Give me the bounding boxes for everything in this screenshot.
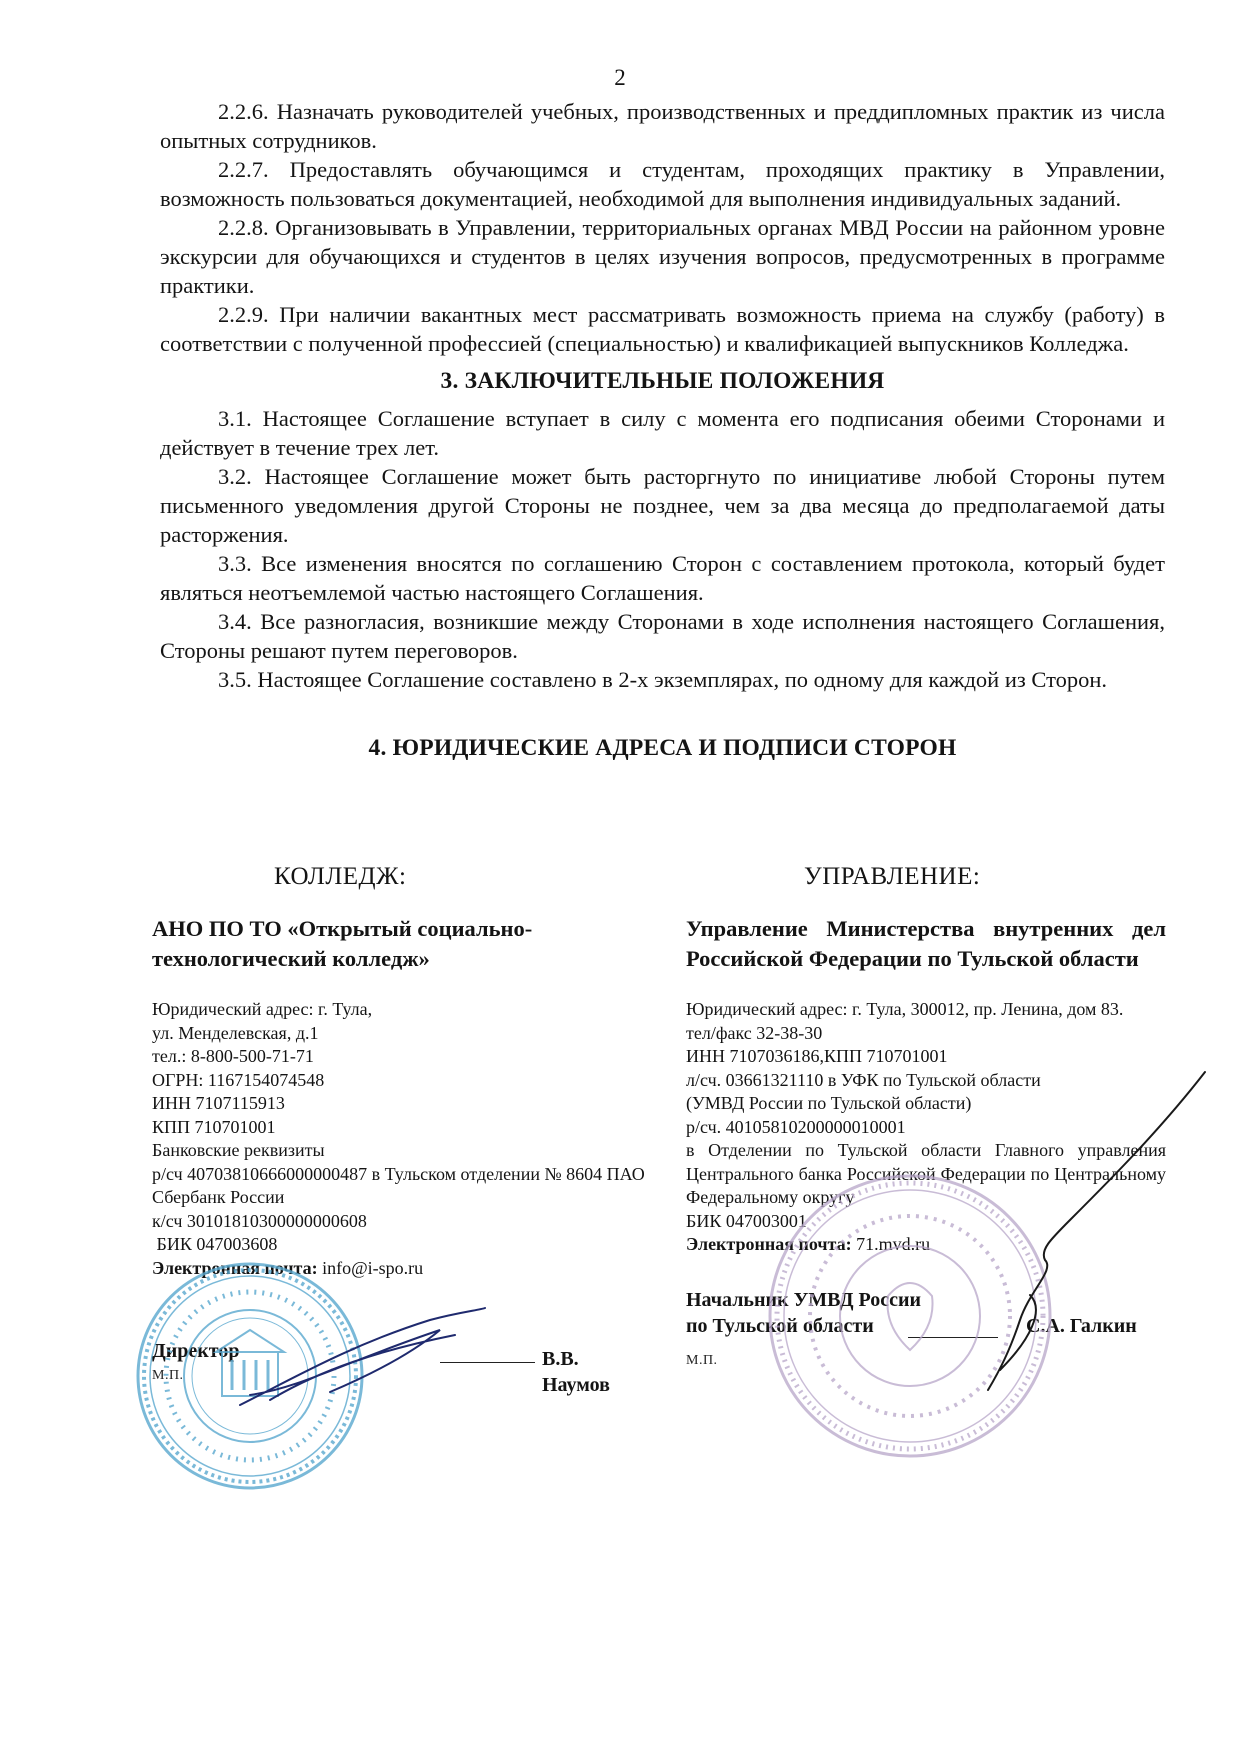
page-number: 2 — [614, 65, 626, 90]
requisite-line: БИК 047003608 — [152, 1234, 278, 1254]
college-email-line — [152, 1257, 647, 1281]
clause-3-5: 3.5. Настоящее Соглашение составлено в 2-х экземплярах, по одному для каждой из Сторон. — [218, 667, 1108, 692]
clause-2-2-7: 2.2.7. Предоставлять обучающимся и студентам, проходящих практику в Управлении, возможность пользоваться документацией, необходимой для выполнения индивидуальных заданий. — [160, 157, 1165, 211]
college-heading: КОЛЛЕДЖ: — [274, 863, 407, 890]
requisite-line: Юридический адрес: г. Тула, 300012, пр. Ленина, дом 83. — [686, 999, 1124, 1019]
requisite-line: Юридический адрес: г. Тула, — [152, 999, 373, 1019]
clause-2-2-8: 2.2.8. Организовывать в Управлении, территориальных органах МВД России на районном уровне экскурсии для обучающихся и студентов в целях изучения вопросов, предусмотренных в программе практики. — [160, 215, 1165, 298]
requisite-line: (УМВД России по Тульской области) — [686, 1093, 972, 1113]
clause-3-2: 3.2. Настоящее Соглашение может быть расторгнуто по инициативе любой Стороны путем письменного уведомления другой Стороны не позднее, чем за два месяца до предполагаемой даты расторжения. — [160, 464, 1165, 547]
requisite-line: р/сч 40703810666000000487 в Тульском отделении № 8604 ПАО Сбербанк России — [152, 1163, 645, 1207]
college-email: info@i-spo.ru — [322, 1257, 424, 1278]
requisite-line: тел.: 8-800-500-71-71 — [152, 1046, 314, 1066]
department-signer-name: С.А. Галкин — [1026, 1314, 1137, 1337]
requisite-line: КПП 710701001 — [152, 1116, 276, 1137]
email-label: Электронная почта: — [686, 1234, 852, 1254]
department-stamp-place: М.П. — [686, 1352, 718, 1368]
clause-3-3: 3.3. Все изменения вносятся по соглашению Сторон с составлением протокола, который будет являться неотъемлемой частью настоящего Соглашения. — [160, 551, 1165, 605]
signature-line — [440, 1362, 535, 1363]
college-stamp-place: М.П. — [152, 1368, 184, 1383]
college-signer-title: Директор — [152, 1340, 240, 1362]
requisite-line: ИНН 7107115913 — [152, 1093, 285, 1113]
clause-3-4: 3.4. Все разногласия, возникшие между Сторонами в ходе исполнения настоящего Соглашения, Стороны решают путем переговоров. — [160, 609, 1165, 663]
college-requisites — [152, 998, 647, 1280]
requisite-line: ИНН 7107036186,КПП 710701001 — [686, 1046, 948, 1066]
signature-line — [908, 1337, 998, 1338]
department-signer-title-1: Начальник УМВД России — [686, 1288, 921, 1311]
college-column — [152, 862, 647, 1396]
college-signer-name: В.В. Наумов — [542, 1348, 610, 1396]
requisite-line: л/сч. 03661321110 в УФК по Тульской области — [686, 1069, 1041, 1090]
clause-2-2-9: 2.2.9. При наличии вакантных мест рассматривать возможность приема на службу (работу) в соответствии с полученной профессией (специальностью) и квалификацией выпускников Колледжа. — [160, 302, 1165, 356]
agreement-body — [160, 97, 1165, 771]
department-signer-title-2: по Тульской области — [686, 1314, 874, 1337]
college-name: АНО ПО ТО «Открытый социально-технологический колледж» — [152, 916, 533, 971]
requisite-line: в Отделении по Тульской области Главного управления Центрального банка Российской Федерации по Центральному Федеральному округу — [686, 1140, 1166, 1207]
department-heading: УПРАВЛЕНИЕ: — [804, 863, 981, 890]
requisite-line: р/сч. 40105810200000010001 — [686, 1116, 906, 1137]
requisite-line: Банковские реквизиты — [152, 1140, 325, 1160]
requisite-line: к/сч 30101810300000000608 — [152, 1210, 367, 1231]
department-name: Управление Министерства внутренних дел Российской Федерации по Тульской области — [686, 916, 1166, 971]
section-4-title: 4. ЮРИДИЧЕСКИЕ АДРЕСА И ПОДПИСИ СТОРОН — [368, 735, 957, 761]
requisite-line: тел/факс 32-38-30 — [686, 1022, 823, 1043]
requisite-line: ОГРН: 1167154074548 — [152, 1069, 325, 1090]
clause-2-2-6: 2.2.6. Назначать руководителей учебных, производственных и преддипломных практик из числа опытных сотрудников. — [160, 99, 1165, 153]
department-column — [686, 862, 1166, 1369]
requisite-line: ул. Менделевская, д.1 — [152, 1022, 319, 1043]
requisite-line: БИК 047003001 — [686, 1210, 807, 1231]
department-email: 71.mvd.ru — [856, 1234, 931, 1254]
section-3-title: 3. ЗАКЛЮЧИТЕЛЬНЫЕ ПОЛОЖЕНИЯ — [440, 368, 885, 394]
email-label: Электронная почта: — [152, 1257, 318, 1278]
clause-3-1: 3.1. Настоящее Соглашение вступает в силу с момента его подписания обеими Сторонами и действует в течение трех лет. — [160, 406, 1165, 460]
department-signature-block — [686, 1287, 1166, 1339]
department-email-line — [686, 1233, 1166, 1257]
department-requisites — [686, 998, 1166, 1257]
